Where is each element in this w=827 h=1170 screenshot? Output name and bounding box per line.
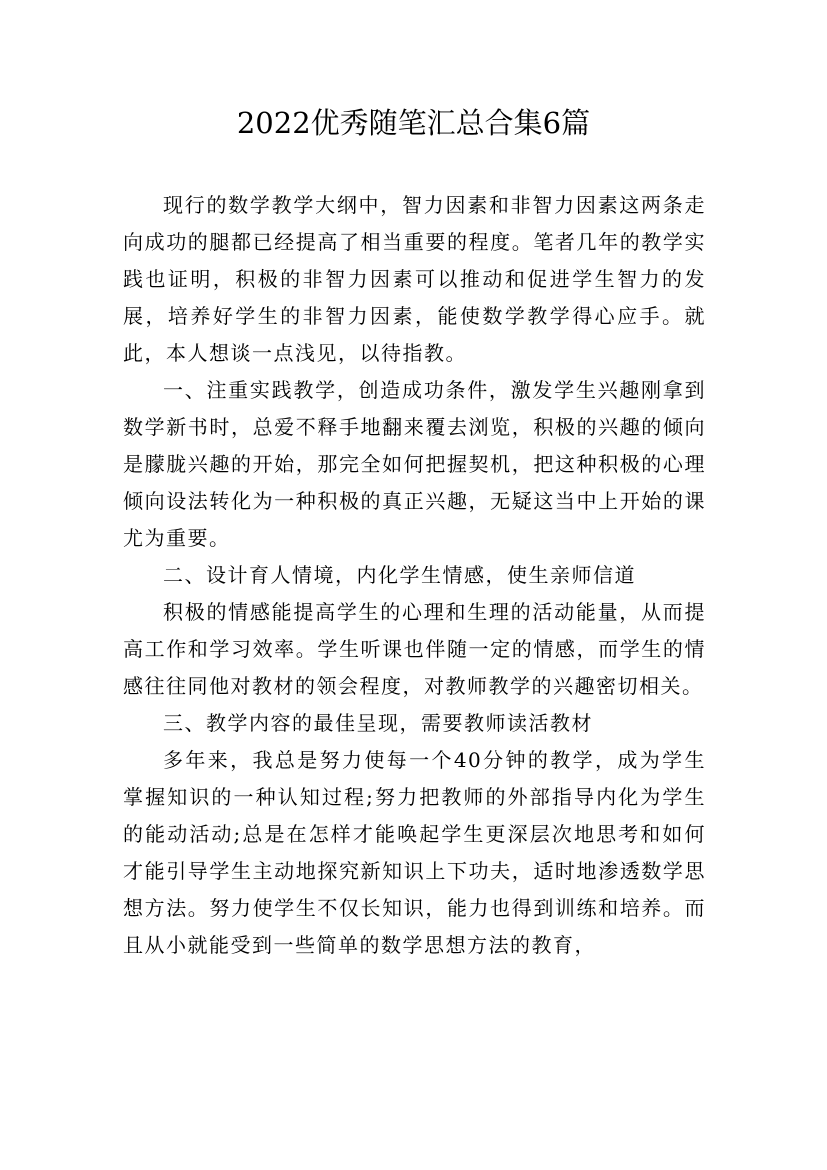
paragraph-intro: 现行的数学教学大纲中，智力因素和非智力因素这两条走向成功的腿都已经提高了相当重要的程度。笔者几年的教学实践也证明，积极的非智力因素可以推动和促进学生智力的发展，培养好学生的非智力因素，能使数学教学得心应手。就此，本人想谈一点浅见，以待指教。 [123, 193, 706, 365]
document-title: 2022优秀随笔汇总合集6篇 [236, 106, 591, 140]
document-body [123, 187, 706, 964]
paragraph-section-2: 积极的情感能提高学生的心理和生理的活动能量，从而提高工作和学习效率。学生听课也伴随一定的情感，而学生的情感往往同他对教材的领会程度，对教师教学的兴趣密切相关。 [123, 600, 706, 698]
heading-section-2: 二、设计育人情境，内化学生情感，使生亲师信道 [163, 563, 636, 587]
paragraph-section-1: 一、注重实践教学，创造成功条件，激发学生兴趣刚拿到数学新书时，总爱不释手地翻来覆去浏览，积极的兴趣的倾向是朦胧兴趣的开始，那完全如何把握契机，把这种积极的心理倾向设法转化为一种积极的真正兴趣，无疑这当中上开始的课尤为重要。 [123, 378, 706, 550]
heading-section-3: 三、教学内容的最佳呈现，需要教师读活教材 [163, 711, 593, 735]
paragraph-section-3: 多年来，我总是努力使每一个40分钟的教学，成为学生掌握知识的一种认知过程;努力把教师的外部指导内化为学生的能动活动;总是在怎样才能唤起学生更深层次地思考和如何才能引导学生主动地探究新知识上下功夫，适时地渗透数学思想方法。努力使学生不仅长知识，能力也得到训练和培养。而且从小就能受到一些简单的数学思想方法的教育， [123, 748, 706, 957]
